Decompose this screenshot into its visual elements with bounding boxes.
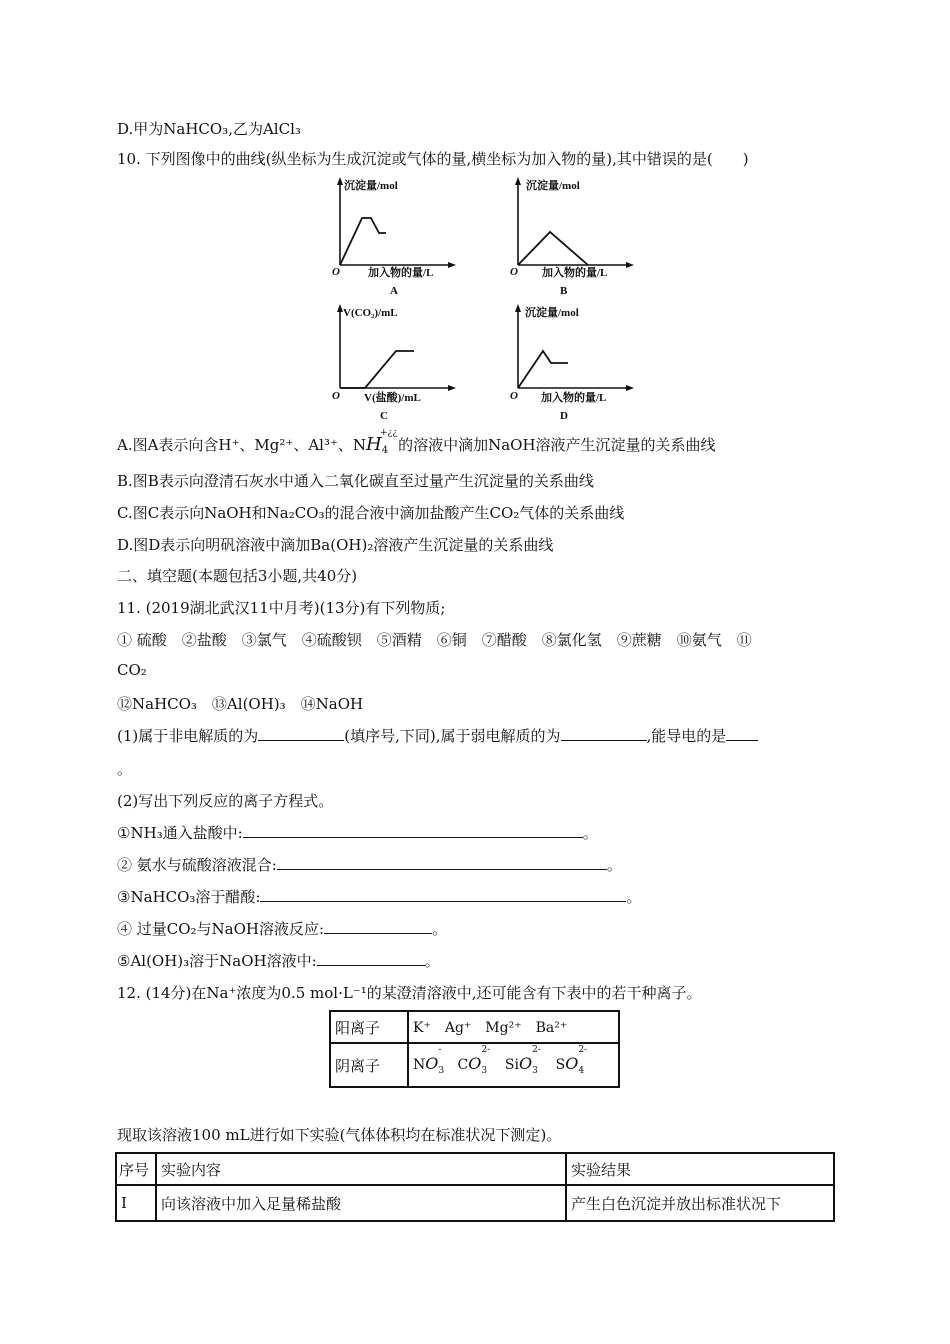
graph-b-curve [518, 232, 588, 265]
q11-substances-line1: ① 硫酸 ②盐酸 ③氯气 ④硫酸钡 ⑤酒精 ⑥铜 ⑦醋酸 ⑧氯化氢 ⑨蔗糖 ⑩氨气 ⑪ [117, 631, 752, 649]
q11-reaction-2-text: ② 氨水与硫酸溶液混合: [117, 856, 277, 874]
graph-b-ylabel: 沉淀量/mol [526, 180, 580, 192]
q11-reaction-5 [117, 950, 440, 971]
graph-a-curve [340, 218, 386, 265]
q10-option-a-prefix: A.图A表示向含H⁺、Mg²⁺、Al³⁺、N [117, 436, 367, 454]
q11-substances-line3: ⑫NaHCO₃ ⑬Al(OH)₃ ⑭NaOH [117, 695, 364, 713]
section-2-title: 二、填空题(本题包括3小题,共40分) [117, 567, 358, 585]
q11-part1-text-a: (1)属于非电解质的为 [117, 727, 259, 745]
graph-b-origin: O [510, 266, 518, 278]
graph-d-xlabel: 加入物的量/L [541, 392, 607, 404]
q10-option-a-suffix: 的溶液中滴加NaOH溶液产生沉淀量的关系曲线 [398, 436, 716, 454]
q12-stem: 12. (14分)在Na⁺浓度为0.5 mol·L⁻¹的某澄清溶液中,还可能含有下表中的若干种离子。 [117, 984, 702, 1002]
anion-nitrate: $NO_3$ - [413, 1045, 445, 1076]
q11-reaction-1-text: ①NH₃通入盐酸中: [117, 824, 243, 842]
exp-row-1-number: Ⅰ [116, 1185, 156, 1221]
period: 。 [424, 952, 440, 970]
graph-b-xlabel: 加入物的量/L [542, 267, 608, 279]
graph-a-origin: O [332, 266, 340, 278]
answer-blank-reaction-1[interactable] [243, 823, 583, 838]
answer-blank-reaction-3[interactable] [260, 887, 626, 902]
graph-d-ylabel: 沉淀量/mol [525, 307, 579, 319]
q10-stem: 10. 下列图像中的曲线(纵坐标为生成沉淀或气体的量,横坐标为加入物的量),其中错误的是( ) [117, 150, 749, 168]
q12-experiment-intro: 现取该溶液100 mL进行如下实验(气体体积均在标准状况下测定)。 [117, 1126, 562, 1144]
q10-option-a-ion: H4 +¿¿ [366, 428, 398, 456]
graph-c-curve [340, 351, 414, 388]
period: 。 [432, 920, 448, 938]
graph-b-caption: B [560, 285, 568, 297]
q11-reaction-1 [117, 822, 598, 843]
graph-d [508, 302, 638, 431]
answer-blank-weak-electrolyte[interactable] [561, 726, 647, 741]
period: 。 [582, 824, 598, 842]
q11-part1-text-b: (填序号,下同),属于弱电解质的为 [344, 727, 561, 745]
q11-part1-text-c: ,能导电的是 [646, 727, 727, 745]
q10-option-a [117, 428, 716, 456]
graph-d-origin: O [510, 390, 518, 402]
q11-reaction-3-text: ③NaHCO₃溶于醋酸: [117, 888, 261, 906]
answer-blank-conductive[interactable] [726, 726, 758, 741]
q11-reaction-3 [117, 886, 641, 907]
ion-table [329, 1010, 620, 1088]
q11-stem: 11. (2019湖北武汉11中月考)(13分)有下列物质; [117, 599, 446, 617]
graph-c [330, 302, 460, 431]
q11-part1-end: 。 [117, 760, 133, 778]
graph-a [330, 175, 460, 304]
q10-option-c: C.图C表示向NaOH和Na₂CO₃的混合液中滴加盐酸产生CO₂气体的关系曲线 [117, 504, 625, 522]
graph-d-curve [518, 351, 568, 388]
anion-silicate: SiO$_3$ 2- [504, 1045, 541, 1076]
answer-blank-reaction-4[interactable] [324, 919, 432, 934]
period: 。 [606, 856, 622, 874]
q10-option-d: D.图D表示向明矾溶液中滴加Ba(OH)₂溶液产生沉淀量的关系曲线 [117, 536, 554, 554]
anion-label: 阴离子 [330, 1043, 408, 1087]
q10-option-b: B.图B表示向澄清石灰水中通入二氧化碳直至过量产生沉淀量的关系曲线 [117, 472, 594, 490]
anion-carbonate: $CO_3$ 2- [457, 1045, 491, 1076]
cation-list: K⁺ Ag⁺ Mg²⁺ Ba²⁺ [408, 1011, 619, 1043]
anion-sulfate: $SO_4$ 2- [555, 1045, 588, 1076]
q11-part2: (2)写出下列反应的离子方程式。 [117, 792, 334, 810]
cation-label: 阳离子 [330, 1011, 408, 1043]
exp-header-result: 实验结果 [566, 1153, 834, 1185]
graph-a-xlabel: 加入物的量/L [368, 267, 434, 279]
exp-header-number: 序号 [116, 1153, 156, 1185]
experiment-table [115, 1152, 835, 1222]
anion-list [408, 1043, 619, 1087]
exp-header-content: 实验内容 [156, 1153, 566, 1185]
q11-part1 [117, 725, 758, 746]
q11-reaction-2 [117, 854, 622, 875]
q11-reaction-5-text: ⑤Al(OH)₃溶于NaOH溶液中: [117, 952, 317, 970]
q9-option-d: D.甲为NaHCO₃,乙为AlCl₃ [117, 120, 301, 138]
answer-blank-nonelectrolyte[interactable] [258, 726, 344, 741]
graph-c-caption: C [380, 410, 388, 422]
exp-row-1-result: 产生白色沉淀并放出标准状况下 [566, 1185, 834, 1221]
q11-reaction-4-text: ④ 过量CO₂与NaOH溶液反应: [117, 920, 325, 938]
graph-c-xlabel: V(盐酸)/mL [364, 392, 421, 404]
graph-b [508, 175, 638, 304]
q11-reaction-4 [117, 918, 447, 939]
q11-substances-line2: CO₂ [117, 661, 147, 679]
graph-c-origin: O [332, 390, 340, 402]
graph-c-ylabel: V(CO₂)/mL [343, 307, 398, 319]
graph-a-caption: A [390, 285, 398, 297]
graph-a-ylabel: 沉淀量/mol [344, 180, 398, 192]
answer-blank-reaction-5[interactable] [317, 951, 425, 966]
graph-d-caption: D [560, 410, 568, 422]
period: 。 [626, 888, 642, 906]
exp-row-1-content: 向该溶液中加入足量稀盐酸 [156, 1185, 566, 1221]
answer-blank-reaction-2[interactable] [277, 855, 607, 870]
